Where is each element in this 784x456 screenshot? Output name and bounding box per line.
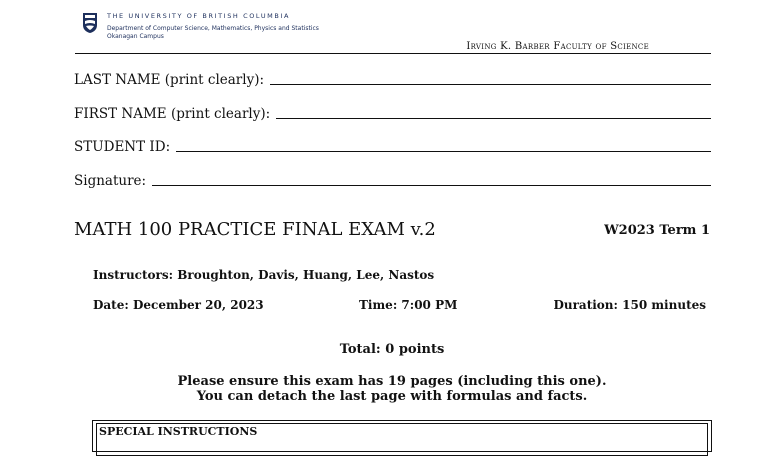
faculty-name: Irving K. Barber Faculty of Science: [466, 41, 649, 52]
campus-name: Okanagan Campus: [107, 33, 164, 40]
first-name-label: FIRST NAME (print clearly):: [74, 106, 271, 122]
student-id-line[interactable]: [176, 150, 711, 152]
exam-date: Date: December 20, 2023: [93, 298, 264, 312]
exam-title: MATH 100 PRACTICE FINAL EXAM v.2: [74, 219, 436, 240]
special-instructions-box: [92, 420, 712, 452]
special-instructions-title: SPECIAL INSTRUCTIONS: [99, 425, 258, 438]
student-id-label: STUDENT ID:: [74, 139, 171, 155]
first-name-field[interactable]: [74, 106, 711, 122]
last-name-label: LAST NAME (print clearly):: [74, 72, 265, 88]
university-name: THE UNIVERSITY OF BRITISH COLUMBIA: [107, 12, 291, 20]
last-name-field[interactable]: [74, 72, 711, 88]
exam-term: W2023 Term 1: [604, 223, 710, 238]
first-name-line[interactable]: [276, 117, 711, 119]
instructors: Instructors: Broughton, Davis, Huang, Lee, Nastos: [93, 268, 435, 282]
ubc-crest-logo: [82, 12, 98, 34]
student-id-field[interactable]: [74, 139, 711, 155]
signature-field[interactable]: [74, 173, 711, 189]
last-name-line[interactable]: [270, 83, 711, 85]
signature-line[interactable]: [152, 184, 711, 186]
page-count-notice: Please ensure this exam has 19 pages (including this one).: [177, 374, 607, 389]
header-rule: [75, 53, 711, 54]
detach-notice: You can detach the last page with formulas and facts.: [196, 389, 588, 404]
department-name: Department of Computer Science, Mathematics, Physics and Statistics: [107, 25, 319, 32]
total-points: Total: 0 points: [339, 342, 445, 357]
exam-duration: Duration: 150 minutes: [553, 298, 706, 312]
exam-time: Time: 7:00 PM: [359, 298, 458, 312]
signature-label: Signature:: [74, 173, 147, 189]
